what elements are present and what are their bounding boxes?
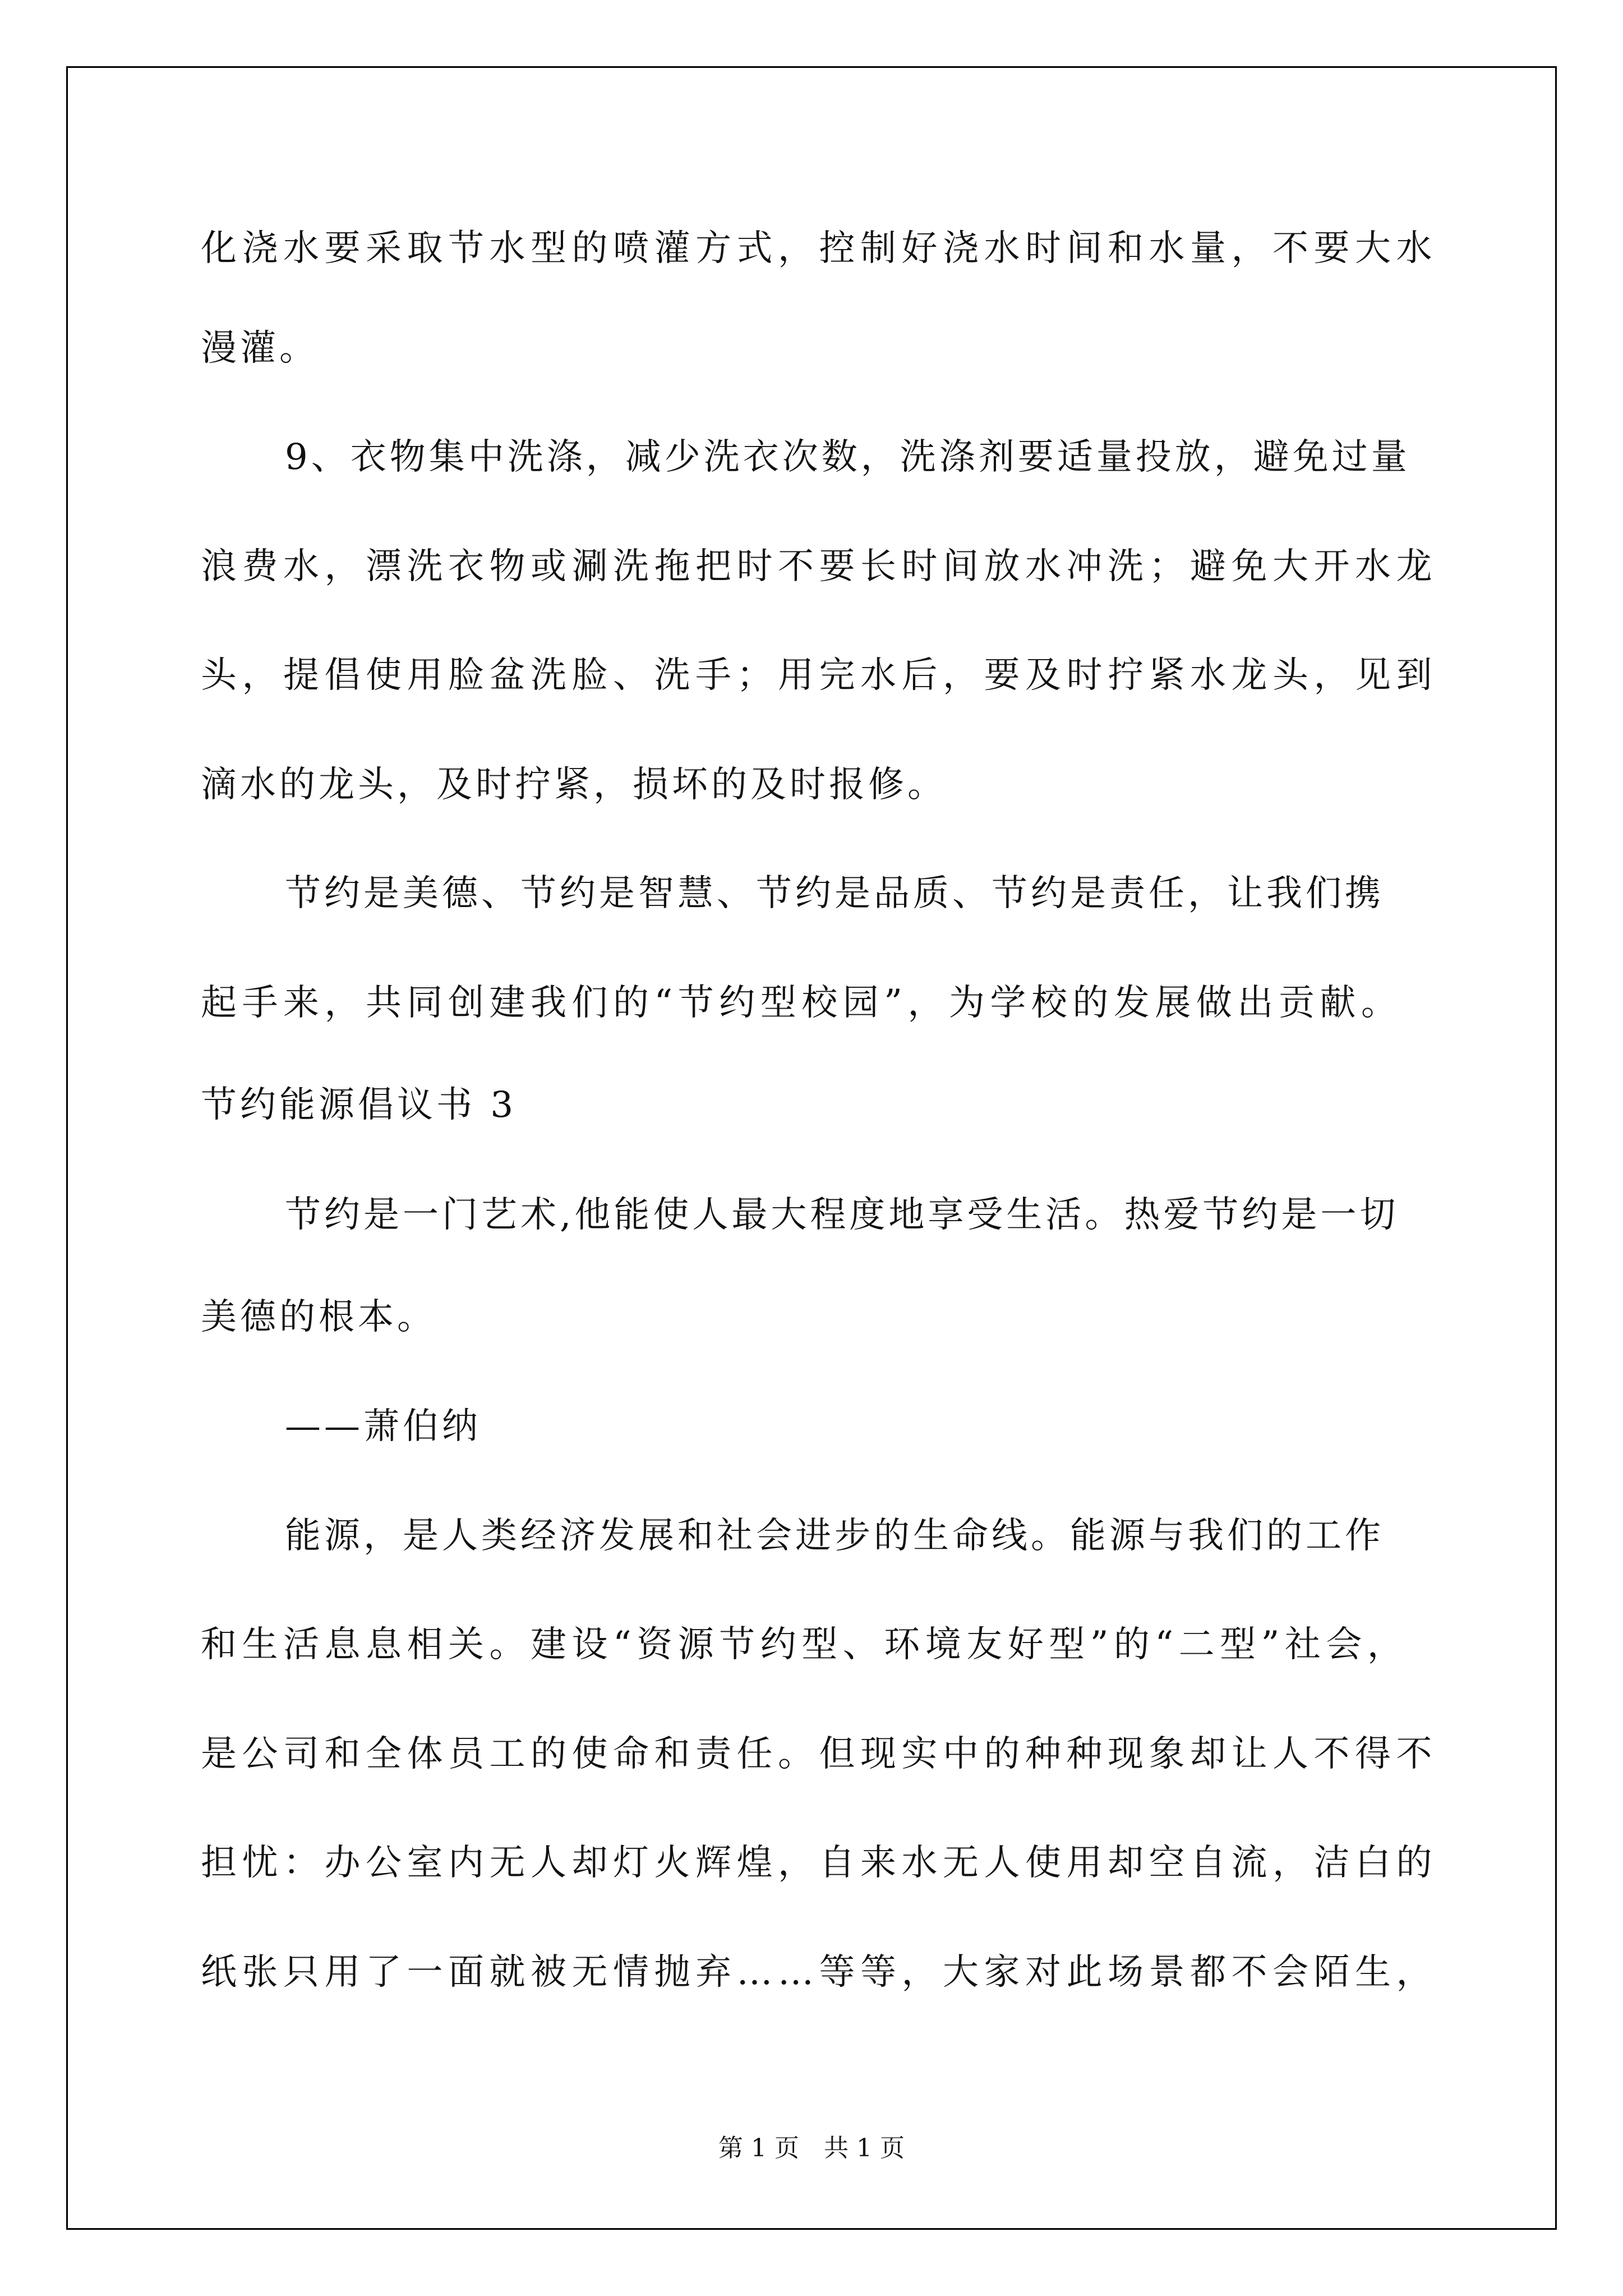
page-footer: 第 1 页 共 1 页 bbox=[718, 2134, 905, 2162]
text-line: 头，提倡使用脸盆洗脸、洗手；用完水后，要及时拧紧水龙头，见到 bbox=[201, 655, 1437, 696]
text-line: 美德的根本。 bbox=[201, 1296, 436, 1338]
text-line: 化浇水要采取节水型的喷灌方式，控制好浇水时间和水量，不要大水 bbox=[201, 228, 1437, 269]
text-line: 滴水的龙头，及时拧紧，损坏的及时报修。 bbox=[201, 764, 947, 806]
text-line: 和生活息息相关。建设“资源节约型、环境友好型”的“二型”社会， bbox=[201, 1624, 1409, 1665]
text-line: 浪费水，漂洗衣物或涮洗拖把时不要长时间放水冲洗；避免大开水龙 bbox=[201, 546, 1437, 587]
text-line: 担忧：办公室内无人却灯火辉煌，自来水无人使用却空自流，洁白的 bbox=[201, 1842, 1437, 1884]
text-line: 节约是一门艺术,他能使人最大程度地享受生活。热爱节约是一切 bbox=[285, 1194, 1399, 1236]
text-line: 9、衣物集中洗涤，减少洗衣次数，洗涤剂要适量投放，避免过量 bbox=[285, 436, 1410, 478]
text-line: 能源，是人类经济发展和社会进步的生命线。能源与我们的工作 bbox=[285, 1515, 1384, 1557]
text-line: 漫灌。 bbox=[201, 328, 319, 369]
text-line: 纸张只用了一面就被无情抛弃……等等，大家对此场景都不会陌生， bbox=[201, 1952, 1437, 1993]
section-heading: 节约能源倡议书 3 bbox=[201, 1084, 517, 1126]
quote-attribution: ——萧伯纳 bbox=[285, 1406, 481, 1447]
text-line: 是公司和全体员工的使命和责任。但现实中的种种现象却让人不得不 bbox=[201, 1733, 1437, 1775]
text-line: 起手来，共同创建我们的“节约型校园”，为学校的发展做出贡献。 bbox=[201, 982, 1403, 1024]
page-border bbox=[66, 66, 1557, 2230]
text-line: 节约是美德、节约是智慧、节约是品质、节约是责任，让我们携 bbox=[285, 873, 1384, 914]
